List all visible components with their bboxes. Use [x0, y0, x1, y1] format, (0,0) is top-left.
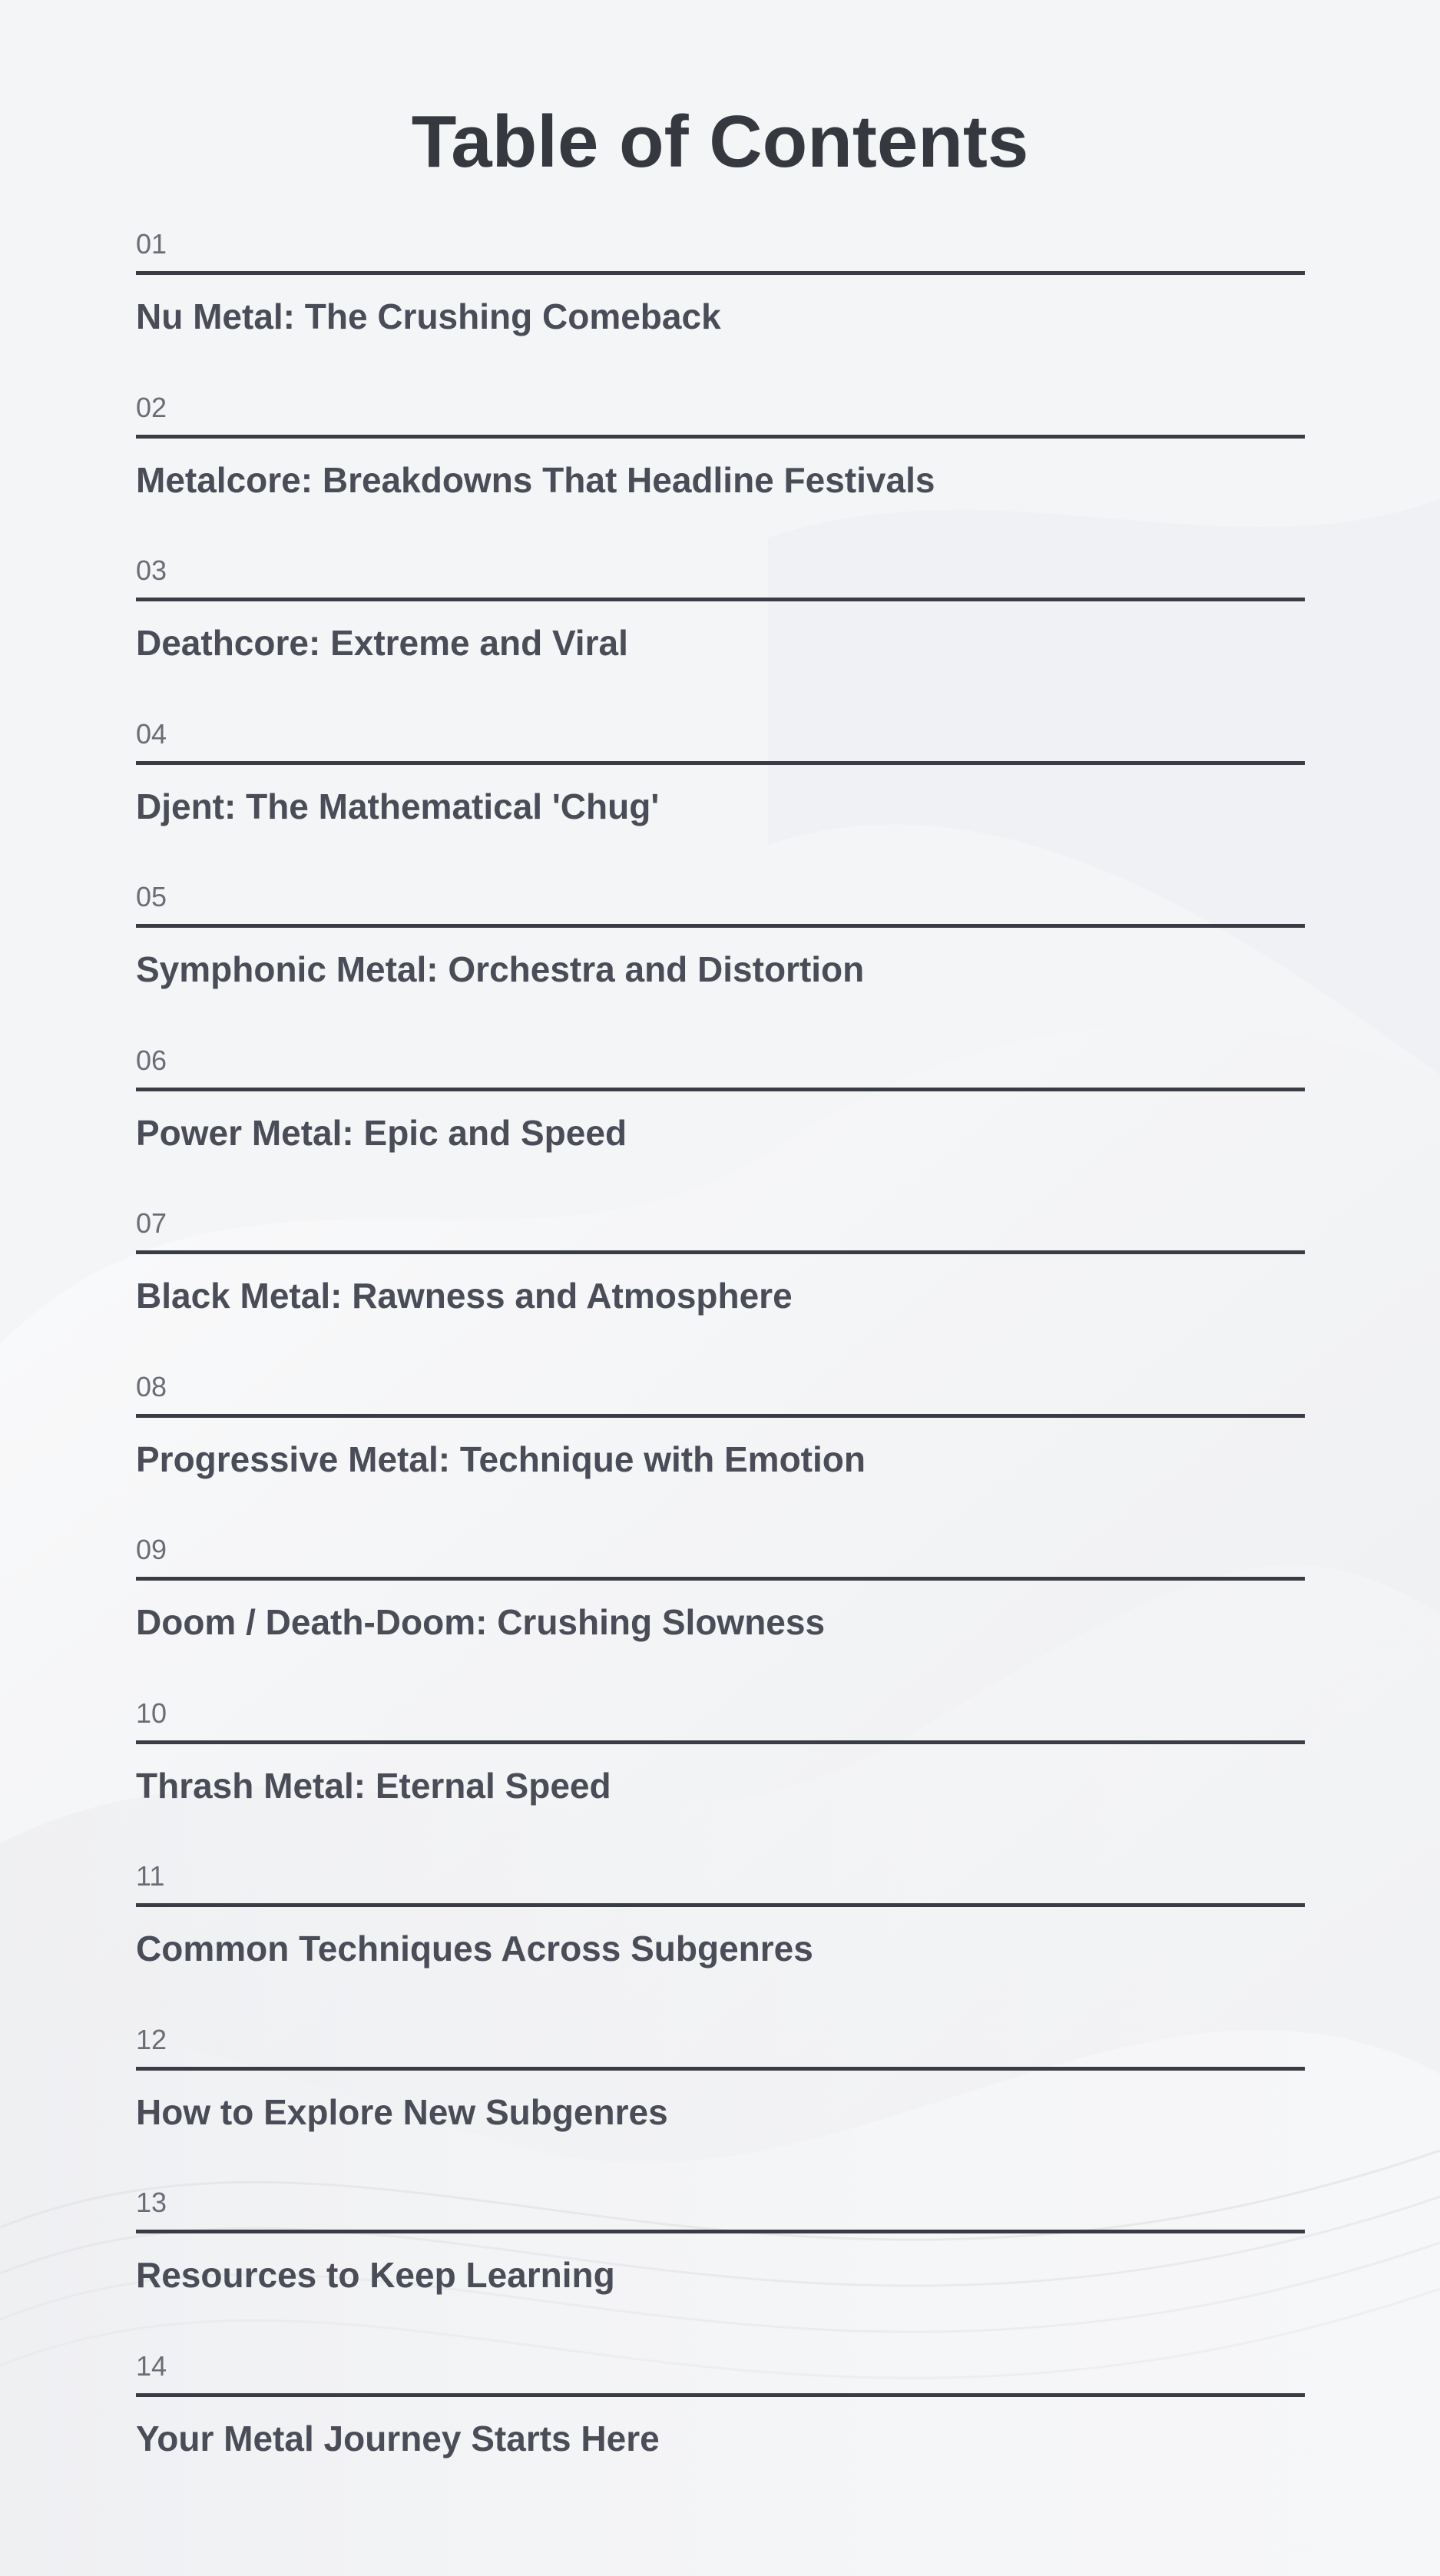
toc-entry-number: 02 [136, 391, 167, 423]
toc-entry-title: Metalcore: Breakdowns That Headline Festivals [136, 459, 935, 500]
toc-entry-number: 01 [136, 228, 167, 260]
toc-divider [136, 1740, 1305, 1744]
toc-divider [136, 1903, 1305, 1907]
toc-entry-number: 04 [136, 717, 167, 750]
toc-entry-title: Your Metal Journey Starts Here [136, 2418, 660, 2458]
toc-entry-number: 05 [136, 881, 167, 912]
toc-divider [136, 435, 1305, 439]
toc-divider [136, 271, 1305, 275]
toc-entry[interactable] [136, 2023, 1305, 2187]
toc-entry-title: Common Techniques Across Subgenres [136, 1929, 813, 1968]
toc-entry-title: Nu Metal: The Crushing Comeback [136, 296, 721, 336]
toc-entry[interactable] [136, 1207, 1305, 1370]
toc-entry-number: 10 [136, 1697, 167, 1729]
toc-entry[interactable] [136, 880, 1305, 1044]
toc-entry-number: 11 [136, 1860, 165, 1892]
toc-list [136, 227, 1305, 2512]
page-title: Table of Contents [411, 101, 1029, 183]
toc-divider [136, 1088, 1305, 1091]
toc-entry-number: 06 [136, 1044, 167, 1076]
toc-entry[interactable] [136, 717, 1305, 881]
toc-entry[interactable] [136, 227, 1305, 391]
toc-divider [136, 924, 1305, 928]
toc-entry[interactable] [136, 2186, 1305, 2349]
toc-entry-title: How to Explore New Subgenres [136, 2091, 668, 2132]
toc-entry-number: 14 [136, 2349, 167, 2382]
toc-entry-number: 13 [136, 2187, 167, 2218]
toc-entry[interactable] [136, 1370, 1305, 1534]
toc-entry[interactable] [136, 1044, 1305, 1207]
toc-divider [136, 761, 1305, 765]
toc-entry-title: Resources to Keep Learning [136, 2255, 615, 2295]
toc-entry[interactable] [136, 391, 1305, 555]
toc-entry[interactable] [136, 554, 1305, 717]
toc-entry-number: 07 [136, 1207, 167, 1239]
toc-entry[interactable] [136, 2349, 1305, 2513]
toc-entry-title: Doom / Death-Doom: Crushing Slowness [136, 1602, 826, 1642]
toc-entry[interactable] [136, 1697, 1305, 1860]
toc-entry[interactable] [136, 1533, 1305, 1697]
toc-divider [136, 1577, 1305, 1581]
toc-divider [136, 1414, 1305, 1418]
toc-entry-title: Symphonic Metal: Orchestra and Distortion [136, 949, 865, 989]
toc-entry-title: Djent: The Mathematical 'Chug' [136, 786, 660, 826]
toc-divider [136, 2067, 1305, 2071]
toc-entry-title: Deathcore: Extreme and Viral [136, 623, 628, 663]
toc-entry-number: 12 [136, 2023, 167, 2055]
toc-divider [136, 598, 1305, 601]
toc-divider [136, 2393, 1305, 2397]
toc-divider [136, 2230, 1305, 2233]
toc-entry-number: 03 [136, 555, 167, 586]
toc-entry[interactable] [136, 1859, 1305, 2023]
toc-entry-number: 08 [136, 1370, 167, 1402]
toc-entry-title: Progressive Metal: Technique with Emotion [136, 1439, 866, 1479]
toc-entry-title: Power Metal: Epic and Speed [136, 1112, 627, 1153]
toc-entry-title: Thrash Metal: Eternal Speed [136, 1765, 611, 1806]
toc-divider [136, 1250, 1305, 1254]
toc-entry-number: 09 [136, 1534, 167, 1565]
toc-entry-title: Black Metal: Rawness and Atmosphere [136, 1276, 793, 1316]
